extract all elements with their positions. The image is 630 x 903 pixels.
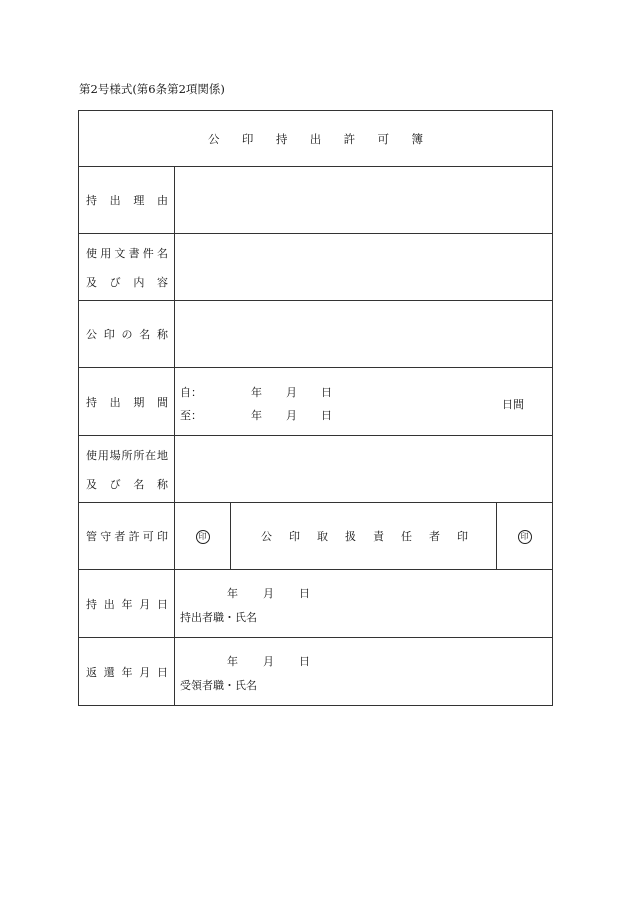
days-label: 日間 — [502, 398, 524, 411]
label-char: 持 — [86, 597, 97, 611]
day-unit: 日 — [321, 409, 332, 422]
seal-name-field[interactable] — [175, 301, 553, 368]
label-char: 月 — [139, 665, 151, 679]
label-char: 取 — [317, 530, 328, 543]
label-char: 年 — [121, 597, 133, 611]
label-char: 名 — [139, 328, 151, 341]
label-char: 書 — [128, 246, 140, 260]
from-label: 自： — [180, 386, 202, 399]
seal-register-table — [78, 110, 553, 706]
day-unit: 日 — [299, 655, 310, 668]
month-unit: 月 — [286, 409, 297, 422]
handler-label — [231, 503, 497, 570]
title-char: 持 — [275, 131, 288, 146]
manager-seal-box[interactable] — [175, 503, 231, 570]
out-person-label: 持出者職・氏名 — [180, 611, 257, 624]
label-char: 名 — [133, 477, 145, 491]
label-char: 由 — [156, 194, 168, 207]
label-char: 及 — [86, 477, 97, 491]
reason-field[interactable] — [175, 167, 553, 234]
title-char: 簿 — [411, 131, 423, 146]
label-char: 日 — [157, 597, 168, 611]
label-char: 出 — [109, 194, 121, 207]
label-char: 扱 — [345, 530, 356, 543]
label-char: 用 — [97, 448, 109, 462]
label-char: び — [109, 477, 121, 491]
seal-mark-icon: 印 — [196, 530, 210, 544]
label-char: 管 — [86, 530, 97, 543]
year-unit: 年 — [251, 386, 262, 399]
label-char: 在 — [145, 448, 157, 462]
label-char: 間 — [156, 395, 168, 409]
label-char: 任 — [401, 530, 412, 543]
label-char: 還 — [103, 665, 115, 679]
label-char: 者 — [429, 530, 440, 543]
label-char: 及 — [86, 275, 97, 289]
reason-label — [79, 167, 175, 234]
label-char: 印 — [156, 530, 168, 543]
label-char: 使 — [86, 246, 97, 260]
day-unit: 日 — [321, 386, 332, 399]
label-char: 所 — [121, 448, 133, 462]
period-label — [79, 368, 175, 436]
label-char: び — [109, 275, 121, 289]
label-char: 場 — [109, 448, 121, 462]
seal-name-label — [79, 301, 175, 368]
title-char: 許 — [343, 131, 356, 146]
month-unit: 月 — [263, 655, 274, 668]
label-char: の — [121, 328, 133, 341]
label-char: 用 — [100, 246, 112, 260]
title-char: 出 — [309, 131, 322, 146]
label-char: 責 — [373, 530, 384, 543]
label-char: 持 — [86, 194, 97, 207]
out-date-field[interactable] — [175, 570, 553, 638]
label-char: 内 — [133, 275, 145, 289]
year-unit: 年 — [227, 655, 238, 668]
label-char: 名 — [156, 246, 168, 260]
label-char: 理 — [133, 194, 145, 207]
label-char: 文 — [114, 246, 126, 260]
label-char: 者 — [114, 530, 126, 543]
to-label: 至： — [180, 409, 202, 422]
manager-label — [79, 503, 175, 570]
out-date-label — [79, 570, 175, 638]
handler-seal-box[interactable] — [497, 503, 553, 570]
label-char: 月 — [139, 597, 151, 611]
label-char: 件 — [142, 246, 154, 260]
location-field[interactable] — [175, 436, 553, 503]
label-char: 印 — [103, 328, 115, 341]
label-char: 返 — [86, 665, 97, 679]
label-char: 容 — [156, 275, 168, 289]
label-char: 使 — [86, 448, 97, 462]
title-char: 印 — [241, 131, 254, 146]
seal-mark-icon: 印 — [518, 530, 532, 544]
register-title — [79, 111, 553, 167]
document-label — [79, 234, 175, 301]
label-char: 称 — [156, 477, 168, 491]
return-date-field[interactable] — [175, 638, 553, 706]
label-char: 年 — [121, 665, 133, 679]
label-char: 持 — [86, 395, 97, 409]
form-heading: 第2号様式(第6条第2項関係) — [79, 82, 225, 96]
label-char: 地 — [156, 448, 168, 462]
location-label — [79, 436, 175, 503]
return-date-label — [79, 638, 175, 706]
day-unit: 日 — [299, 587, 310, 600]
document-field[interactable] — [175, 234, 553, 301]
label-char: 許 — [128, 530, 140, 543]
year-unit: 年 — [227, 587, 238, 600]
return-person-label: 受領者職・氏名 — [180, 679, 257, 692]
title-char: 可 — [377, 131, 390, 146]
label-char: 出 — [109, 395, 121, 409]
month-unit: 月 — [286, 386, 297, 399]
label-char: 守 — [100, 530, 112, 543]
label-char: 可 — [142, 530, 154, 543]
label-char: 公 — [261, 530, 272, 543]
label-char: 公 — [86, 328, 97, 341]
label-char: 印 — [457, 530, 468, 543]
label-char: 印 — [289, 530, 300, 543]
year-unit: 年 — [251, 409, 262, 422]
label-char: 期 — [133, 395, 145, 409]
label-char: 称 — [157, 328, 168, 341]
label-char: 日 — [157, 665, 168, 679]
title-char: 公 — [208, 131, 220, 146]
label-char: 所 — [133, 448, 145, 462]
label-char: 出 — [103, 597, 115, 611]
month-unit: 月 — [263, 587, 274, 600]
period-field[interactable] — [175, 368, 553, 436]
